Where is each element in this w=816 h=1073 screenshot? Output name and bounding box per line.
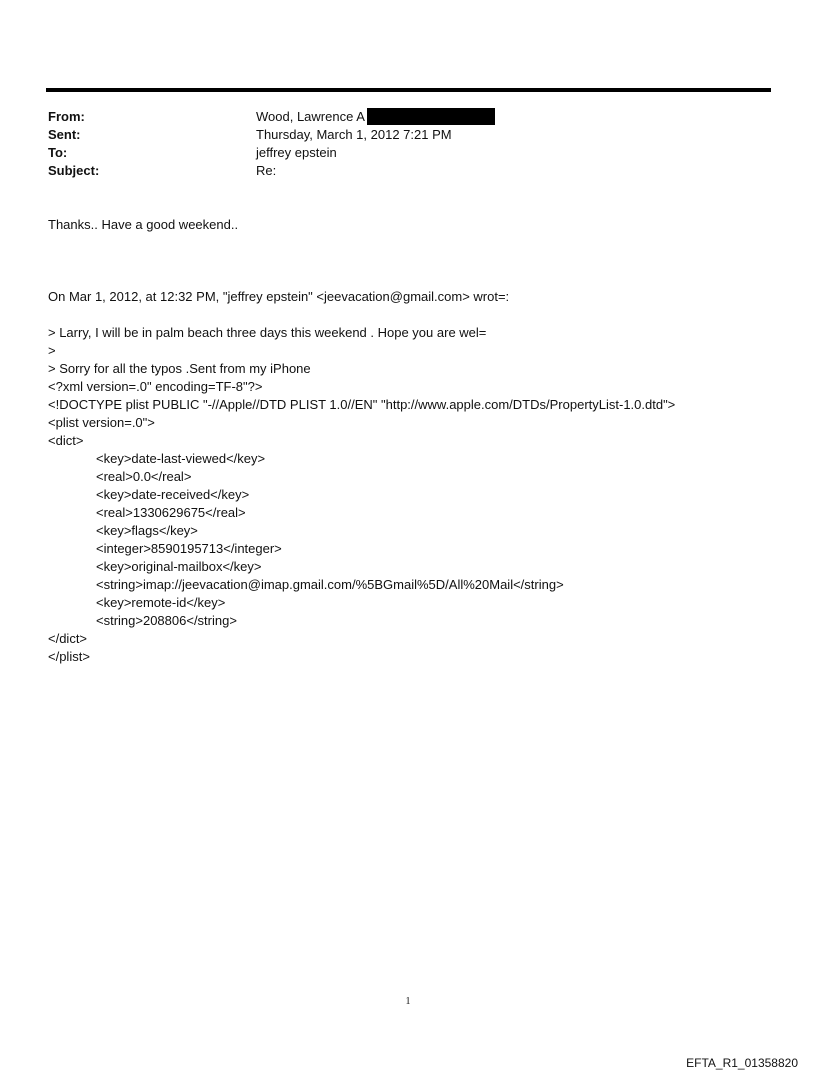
plist-entry: <real>0.0</real> xyxy=(96,469,192,484)
to-value: jeffrey epstein xyxy=(256,145,337,160)
plist-entry: <integer>8590195713</integer> xyxy=(96,541,282,556)
plist-entry: <string>208806</string> xyxy=(96,613,237,628)
from-label: From: xyxy=(48,109,85,124)
bates-number: EFTA_R1_01358820 xyxy=(686,1056,798,1070)
quoted-line: > xyxy=(48,343,56,358)
quoted-line: > Sorry for all the typos .Sent from my iPhone xyxy=(48,361,311,376)
page-number: 1 xyxy=(405,996,411,1007)
plist-entry: <key>remote-id</key> xyxy=(96,595,226,610)
subject-label: Subject: xyxy=(48,163,100,178)
quote-intro: On Mar 1, 2012, at 12:32 PM, "jeffrey epstein" <jeevacation@gmail.com> wrot=: xyxy=(48,289,510,304)
dict-open-tag: <dict> xyxy=(48,433,84,448)
from-name: Wood, Lawrence A xyxy=(256,109,365,124)
plist-entry: <string>imap://jeevacation@imap.gmail.com/%5BGmail%5D/All%20Mail</string> xyxy=(96,577,564,592)
subject-value: Re: xyxy=(256,163,277,178)
plist-entry: <key>date-last-viewed</key> xyxy=(96,451,266,466)
header-divider xyxy=(46,88,771,92)
sent-value: Thursday, March 1, 2012 7:21 PM xyxy=(256,127,452,142)
reply-text: Thanks.. Have a good weekend.. xyxy=(48,217,239,232)
plist-entry: <key>original-mailbox</key> xyxy=(96,559,262,574)
plist-doctype: <!DOCTYPE plist PUBLIC "-//Apple//DTD PLIST 1.0//EN" "http://www.apple.com/DTDs/PropertyList-1.0.dtd"> xyxy=(48,397,676,412)
redaction-box xyxy=(367,108,495,125)
plist-open-tag: <plist version=.0"> xyxy=(48,415,155,430)
from-value xyxy=(256,108,495,126)
plist-close-tag: </plist> xyxy=(48,649,90,664)
plist-entry: <real>1330629675</real> xyxy=(96,505,246,520)
plist-xml-declaration: <?xml version=.0" encoding=TF-8"?> xyxy=(48,379,263,394)
to-label: To: xyxy=(48,145,68,160)
plist-entry: <key>date-received</key> xyxy=(96,487,250,502)
sent-label: Sent: xyxy=(48,127,81,142)
dict-close-tag: </dict> xyxy=(48,631,88,646)
quoted-line: > Larry, I will be in palm beach three days this weekend . Hope you are wel= xyxy=(48,325,487,340)
plist-entry: <key>flags</key> xyxy=(96,523,198,538)
